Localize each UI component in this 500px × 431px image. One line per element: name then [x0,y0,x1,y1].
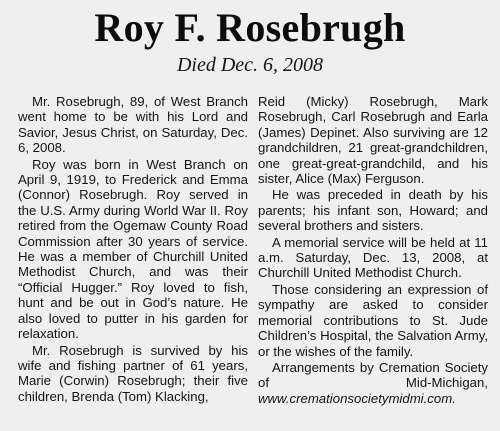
cremation-society-link[interactable]: www.cremationsocietymidmi.com. [258,390,456,406]
paragraph-memorial-service: A memorial service will be held at 11 a.m. Saturday, Dec. 13, 2008, at Churchill United Methodist Church. [258,234,488,281]
paragraph-arrangements [258,360,488,406]
obituary-header [0,6,500,76]
paragraph-memorial-contributions: Those considering an expression of sympathy are asked to consider memorial contributions to St. Jude Children’s Hospital, the Salvation Army, or the wishes of the family. [258,281,488,359]
paragraph-biography: Roy was born in West Branch on April 9, 1919, to Frederick and Emma (Connor) Rosebrugh. Roy served in the U.S. Army during World War II. Roy retired from the Ogemaw County Road Commission after 30 years of service. He was a member of Churchill United Methodist Church, and was their “Official Hugger.” Roy loved to fish, hunt and be out in God’s nature. He also loved to putter in his garden for relaxation. [18,156,248,342]
paragraph-homegoing: Mr. Rosebrugh, 89, of West Branch went home to be with his Lord and Savior, Jesus Christ, on Saturday, Dec. 6, 2008. [18,94,248,156]
obituary-body [18,94,488,407]
death-date: Died Dec. 6, 2008 [176,54,324,76]
left-column [18,94,248,407]
arrangements-text: Arrangements by Cremation Society of Mid-Michigan, [258,359,488,391]
paragraph-survivors: Mr. Rosebrugh is survived by his wife and fishing partner of 61 years, Marie (Corwin) Rosebrugh; their five children, Brenda (Tom) Klacking, [18,342,248,404]
paragraph-survivors-continued: Reid (Micky) Rosebrugh, Mark Rosebrugh, Carl Rosebrugh and Earla (James) Depinet. Also surviving are 12 grandchildren, 21 great-grandchildren, one great-great-grandchild, and his sister, Alice (Max) Ferguson. [258,94,488,187]
right-column [258,94,488,407]
deceased-name: Roy F. Rosebrugh [94,5,406,50]
paragraph-preceded: He was preceded in death by his parents; his infant son, Howard; and several brothers and sisters. [258,187,488,234]
